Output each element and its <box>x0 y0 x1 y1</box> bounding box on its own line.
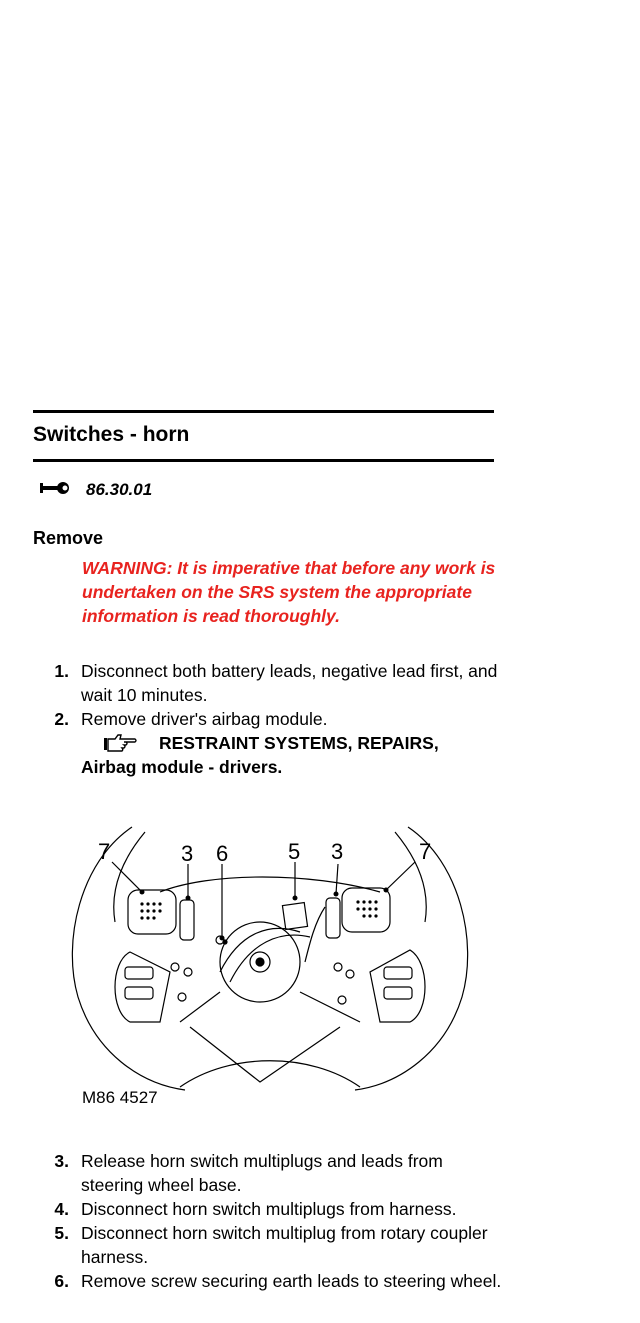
list-item <box>33 707 503 731</box>
callout-7-left: 7 <box>98 839 111 864</box>
step-number: 2. <box>54 709 69 729</box>
list-item <box>33 1269 503 1293</box>
step-text: Disconnect both battery leads, negative lead first, and wait 10 minutes. <box>81 661 498 705</box>
page-title: Switches - horn <box>33 423 190 446</box>
title-rule <box>33 459 494 462</box>
callout-5: 5 <box>288 839 301 864</box>
reference[interactable] <box>33 731 503 779</box>
steps-list-a <box>33 659 503 779</box>
section-heading: Remove <box>33 528 104 548</box>
steps-list-b <box>33 1149 503 1293</box>
step-number: 6. <box>54 1271 69 1291</box>
step-number: 4. <box>54 1199 69 1219</box>
top-rule <box>33 410 494 413</box>
wrench-icon <box>40 481 70 500</box>
callout-3-right: 3 <box>331 839 344 864</box>
steering-wheel-figure <box>70 822 470 1092</box>
list-item <box>33 1149 503 1197</box>
callout-6: 6 <box>216 841 229 866</box>
list-item <box>33 1221 503 1269</box>
step-text: Disconnect horn switch multiplugs from harness. <box>81 1199 457 1219</box>
pointing-hand-icon <box>103 732 139 754</box>
step-text: Disconnect horn switch multiplug from rotary coupler harness. <box>81 1223 488 1267</box>
step-number: 5. <box>54 1223 69 1243</box>
step-number: 3. <box>54 1151 69 1171</box>
reference-line-2: Airbag module - drivers. <box>81 757 283 777</box>
step-text: Remove driver's airbag module. <box>81 709 328 729</box>
figure-caption: M86 4527 <box>82 1088 158 1107</box>
callout-7-right: 7 <box>419 839 432 864</box>
operation-code: 86.30.01 <box>86 480 153 499</box>
warning-text: WARNING: It is imperative that before any work is undertaken on the SRS system the appropriate information is read thoroughly. <box>82 558 496 626</box>
step-number: 1. <box>54 661 69 681</box>
operation-row <box>40 480 152 500</box>
list-item <box>33 1197 503 1221</box>
reference-line-1: RESTRAINT SYSTEMS, REPAIRS, <box>159 733 439 753</box>
step-text: Remove screw securing earth leads to steering wheel. <box>81 1271 502 1291</box>
callout-3-left: 3 <box>181 841 194 866</box>
list-item <box>33 659 503 707</box>
step-text: Release horn switch multiplugs and leads from steering wheel base. <box>81 1151 443 1195</box>
